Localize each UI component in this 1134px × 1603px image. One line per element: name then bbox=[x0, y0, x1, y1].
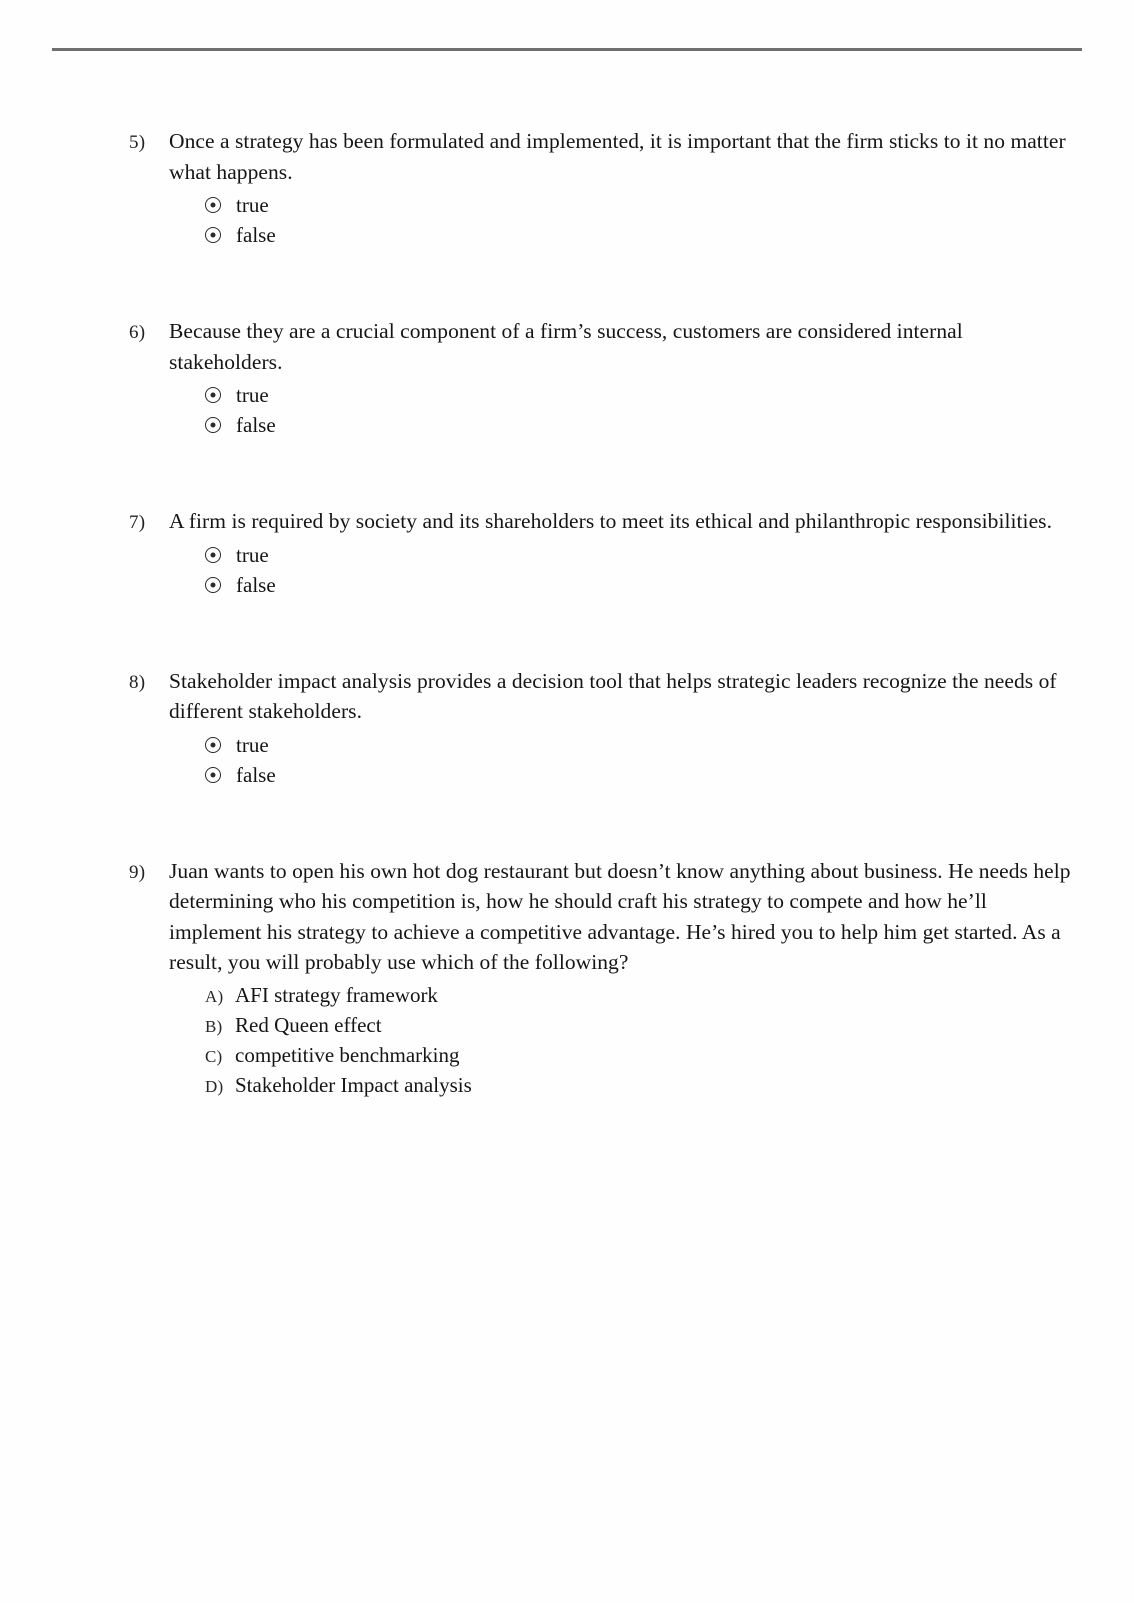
header-divider bbox=[52, 48, 1082, 51]
spacer bbox=[0, 284, 1134, 316]
option-label: false bbox=[236, 572, 276, 597]
question-number: 5) bbox=[129, 132, 146, 153]
question-stem: Juan wants to open his own hot dog restaurant but doesn’t know anything about business. He needs help determining who his competition is, how he should craft his strategy to compete and how he’ll implement his strategy to achieve a competitive advantage. He’s hired you to help him get started. As a result, you will probably use which of the following? bbox=[169, 858, 1071, 974]
option-label: AFI strategy framework bbox=[235, 982, 438, 1007]
option-row[interactable] bbox=[205, 980, 1074, 1010]
question-number: 9) bbox=[129, 861, 146, 883]
option-row[interactable] bbox=[205, 1070, 1074, 1100]
option-row[interactable] bbox=[205, 410, 1074, 440]
option-label: false bbox=[236, 762, 276, 787]
answer-options bbox=[133, 380, 1074, 440]
option-row[interactable] bbox=[205, 1040, 1074, 1070]
question-block-5 bbox=[0, 126, 1134, 250]
question-stem: Stakeholder impact analysis provides a decision tool that helps strategic leaders recognize the needs of different stakeholders. bbox=[169, 668, 1057, 723]
option-letter: C) bbox=[205, 1046, 223, 1066]
option-row[interactable] bbox=[205, 190, 1074, 220]
radio-button-icon[interactable] bbox=[205, 227, 221, 243]
option-label: Red Queen effect bbox=[235, 1012, 382, 1037]
option-row[interactable] bbox=[205, 730, 1074, 760]
radio-button-icon[interactable] bbox=[205, 767, 221, 783]
option-label: competitive benchmarking bbox=[235, 1042, 460, 1067]
spacer bbox=[0, 824, 1134, 856]
radio-button-icon[interactable] bbox=[205, 737, 221, 753]
question-stem: Once a strategy has been formulated and implemented, it is important that the firm sticks to it no matter what happens. bbox=[169, 129, 1066, 184]
answer-options bbox=[133, 730, 1074, 790]
option-letter: A) bbox=[205, 986, 224, 1006]
question-stem: Because they are a crucial component of a firm’s success, customers are considered internal stakeholders. bbox=[169, 319, 963, 374]
answer-options bbox=[133, 190, 1074, 250]
answer-options bbox=[133, 980, 1074, 1100]
option-row[interactable] bbox=[205, 1010, 1074, 1040]
question-number: 6) bbox=[129, 322, 146, 343]
question-block-7 bbox=[0, 506, 1134, 600]
spacer bbox=[0, 634, 1134, 666]
option-letter: B) bbox=[205, 1016, 223, 1036]
option-label: false bbox=[236, 413, 276, 437]
option-label: true bbox=[236, 542, 269, 567]
question-block-6 bbox=[0, 316, 1134, 440]
radio-button-icon[interactable] bbox=[205, 417, 221, 433]
radio-button-icon[interactable] bbox=[205, 577, 221, 593]
option-row[interactable] bbox=[205, 220, 1074, 250]
radio-button-icon[interactable] bbox=[205, 197, 221, 213]
option-label: true bbox=[236, 383, 269, 407]
radio-button-icon[interactable] bbox=[205, 547, 221, 563]
option-row[interactable] bbox=[205, 540, 1074, 570]
answer-options bbox=[133, 540, 1074, 600]
question-block-9 bbox=[0, 856, 1134, 1100]
questions-container bbox=[0, 126, 1134, 1134]
option-row[interactable] bbox=[205, 570, 1074, 600]
option-label: Stakeholder Impact analysis bbox=[235, 1072, 472, 1097]
option-row[interactable] bbox=[205, 760, 1074, 790]
question-number: 8) bbox=[129, 671, 146, 693]
option-label: true bbox=[236, 193, 269, 217]
option-letter: D) bbox=[205, 1076, 224, 1096]
spacer bbox=[0, 474, 1134, 506]
option-label: true bbox=[236, 732, 269, 757]
question-stem: A firm is required by society and its shareholders to meet its ethical and philanthropic responsibilities. bbox=[169, 509, 1053, 533]
question-block-8 bbox=[0, 666, 1134, 790]
question-number: 7) bbox=[129, 512, 146, 533]
radio-button-icon[interactable] bbox=[205, 387, 221, 403]
option-label: false bbox=[236, 223, 276, 247]
option-row[interactable] bbox=[205, 380, 1074, 410]
